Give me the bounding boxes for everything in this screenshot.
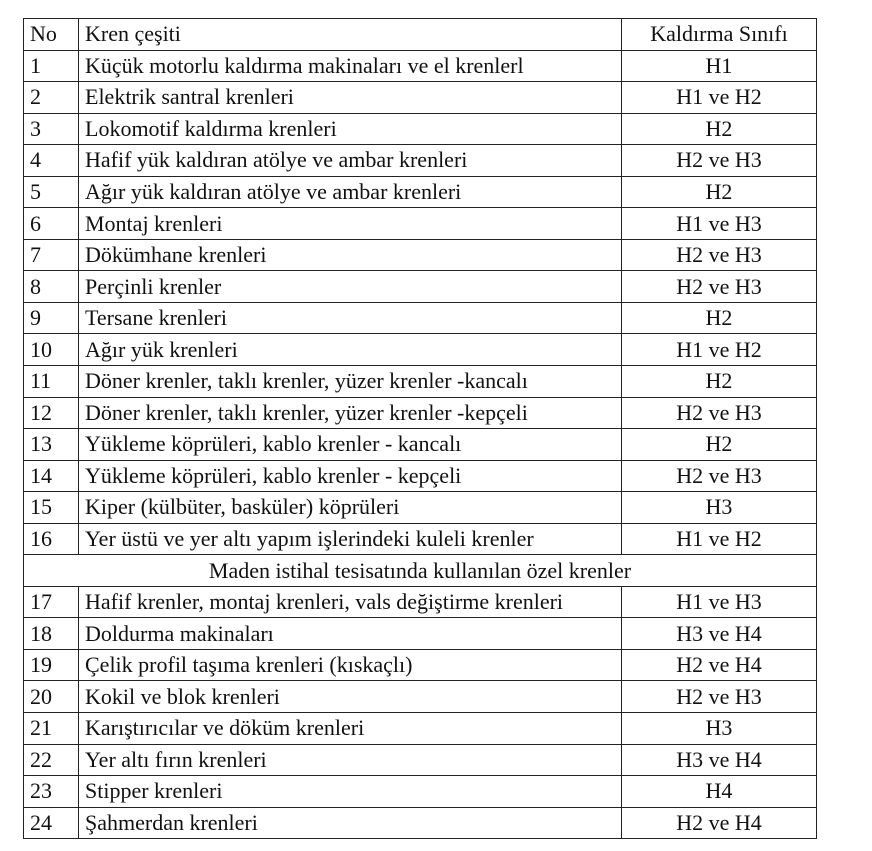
section-title: Maden istihal tesisatında kullanılan özel krenler bbox=[24, 555, 817, 587]
table-row bbox=[24, 523, 817, 555]
table-row bbox=[24, 744, 817, 776]
table-row bbox=[24, 618, 817, 650]
row-crane-type: Yükleme köprüleri, kablo krenler - kancalı bbox=[79, 429, 622, 461]
row-number: 18 bbox=[24, 618, 79, 650]
row-lifting-class: H2 bbox=[622, 113, 817, 145]
row-lifting-class: H1 ve H2 bbox=[622, 523, 817, 555]
row-crane-type: Yer altı fırın krenleri bbox=[79, 744, 622, 776]
row-number: 13 bbox=[24, 429, 79, 461]
row-lifting-class: H2 ve H3 bbox=[622, 145, 817, 177]
row-number: 5 bbox=[24, 176, 79, 208]
row-lifting-class: H1 ve H2 bbox=[622, 82, 817, 114]
table-row bbox=[24, 429, 817, 461]
table-row bbox=[24, 145, 817, 177]
row-lifting-class: H2 ve H4 bbox=[622, 649, 817, 681]
table-row bbox=[24, 492, 817, 524]
row-number: 8 bbox=[24, 271, 79, 303]
row-lifting-class: H1 ve H3 bbox=[622, 586, 817, 618]
row-crane-type: Perçinli krenler bbox=[79, 271, 622, 303]
row-crane-type: Ağır yük kaldıran atölye ve ambar krenleri bbox=[79, 176, 622, 208]
row-lifting-class: H1 bbox=[622, 50, 817, 82]
row-number: 4 bbox=[24, 145, 79, 177]
row-crane-type: Stipper krenleri bbox=[79, 776, 622, 808]
row-number: 7 bbox=[24, 239, 79, 271]
row-number: 6 bbox=[24, 208, 79, 240]
header-crane-type: Kren çeşiti bbox=[79, 19, 622, 51]
row-number: 10 bbox=[24, 334, 79, 366]
row-crane-type: Küçük motorlu kaldırma makinaları ve el krenlerl bbox=[79, 50, 622, 82]
section-row bbox=[24, 555, 817, 587]
row-lifting-class: H1 ve H2 bbox=[622, 334, 817, 366]
row-number: 20 bbox=[24, 681, 79, 713]
row-number: 23 bbox=[24, 776, 79, 808]
row-lifting-class: H3 bbox=[622, 713, 817, 745]
row-crane-type: Lokomotif kaldırma krenleri bbox=[79, 113, 622, 145]
crane-class-table bbox=[23, 18, 817, 839]
row-crane-type: Doldurma makinaları bbox=[79, 618, 622, 650]
row-crane-type: Elektrik santral krenleri bbox=[79, 82, 622, 114]
table-row bbox=[24, 713, 817, 745]
row-lifting-class: H3 bbox=[622, 492, 817, 524]
row-number: 12 bbox=[24, 397, 79, 429]
row-number: 1 bbox=[24, 50, 79, 82]
row-number: 21 bbox=[24, 713, 79, 745]
table-row bbox=[24, 807, 817, 839]
row-number: 2 bbox=[24, 82, 79, 114]
row-lifting-class: H2 bbox=[622, 366, 817, 398]
row-crane-type: Yer üstü ve yer altı yapım işlerindeki kuleli krenler bbox=[79, 523, 622, 555]
row-number: 15 bbox=[24, 492, 79, 524]
header-lifting-class: Kaldırma Sınıfı bbox=[622, 19, 817, 51]
row-crane-type: Karıştırıcılar ve döküm krenleri bbox=[79, 713, 622, 745]
row-lifting-class: H1 ve H3 bbox=[622, 208, 817, 240]
table-row bbox=[24, 82, 817, 114]
table-row bbox=[24, 776, 817, 808]
row-crane-type: Ağır yük krenleri bbox=[79, 334, 622, 366]
table-row bbox=[24, 366, 817, 398]
table-row bbox=[24, 397, 817, 429]
table-row bbox=[24, 113, 817, 145]
row-number: 11 bbox=[24, 366, 79, 398]
table-row bbox=[24, 334, 817, 366]
row-crane-type: Kiper (külbüter, basküler) köprüleri bbox=[79, 492, 622, 524]
row-number: 16 bbox=[24, 523, 79, 555]
row-number: 3 bbox=[24, 113, 79, 145]
row-crane-type: Döner krenler, taklı krenler, yüzer krenler -kancalı bbox=[79, 366, 622, 398]
table-row bbox=[24, 50, 817, 82]
row-crane-type: Montaj krenleri bbox=[79, 208, 622, 240]
row-crane-type: Çelik profil taşıma krenleri (kıskaçlı) bbox=[79, 649, 622, 681]
table-header-row bbox=[24, 19, 817, 51]
row-crane-type: Dökümhane krenleri bbox=[79, 239, 622, 271]
row-lifting-class: H2 bbox=[622, 176, 817, 208]
table-row bbox=[24, 302, 817, 334]
row-crane-type: Kokil ve blok krenleri bbox=[79, 681, 622, 713]
row-lifting-class: H2 ve H3 bbox=[622, 397, 817, 429]
row-lifting-class: H4 bbox=[622, 776, 817, 808]
row-number: 24 bbox=[24, 807, 79, 839]
row-crane-type: Hafif krenler, montaj krenleri, vals değiştirme krenleri bbox=[79, 586, 622, 618]
row-lifting-class: H2 ve H4 bbox=[622, 807, 817, 839]
row-number: 9 bbox=[24, 302, 79, 334]
table-row bbox=[24, 681, 817, 713]
header-no: No bbox=[24, 19, 79, 51]
row-lifting-class: H2 ve H3 bbox=[622, 271, 817, 303]
row-number: 17 bbox=[24, 586, 79, 618]
row-lifting-class: H3 ve H4 bbox=[622, 744, 817, 776]
table-row bbox=[24, 208, 817, 240]
row-lifting-class: H2 ve H3 bbox=[622, 681, 817, 713]
row-crane-type: Yükleme köprüleri, kablo krenler - kepçeli bbox=[79, 460, 622, 492]
row-lifting-class: H2 ve H3 bbox=[622, 239, 817, 271]
row-lifting-class: H2 bbox=[622, 302, 817, 334]
row-number: 14 bbox=[24, 460, 79, 492]
row-lifting-class: H2 bbox=[622, 429, 817, 461]
row-lifting-class: H3 ve H4 bbox=[622, 618, 817, 650]
row-number: 22 bbox=[24, 744, 79, 776]
table-body bbox=[24, 50, 817, 839]
row-number: 19 bbox=[24, 649, 79, 681]
row-crane-type: Tersane krenleri bbox=[79, 302, 622, 334]
row-crane-type: Hafif yük kaldıran atölye ve ambar krenleri bbox=[79, 145, 622, 177]
table-row bbox=[24, 460, 817, 492]
table-row bbox=[24, 239, 817, 271]
table-row bbox=[24, 271, 817, 303]
table-row bbox=[24, 649, 817, 681]
table-row bbox=[24, 586, 817, 618]
row-crane-type: Şahmerdan krenleri bbox=[79, 807, 622, 839]
row-lifting-class: H2 ve H3 bbox=[622, 460, 817, 492]
table-row bbox=[24, 176, 817, 208]
row-crane-type: Döner krenler, taklı krenler, yüzer krenler -kepçeli bbox=[79, 397, 622, 429]
